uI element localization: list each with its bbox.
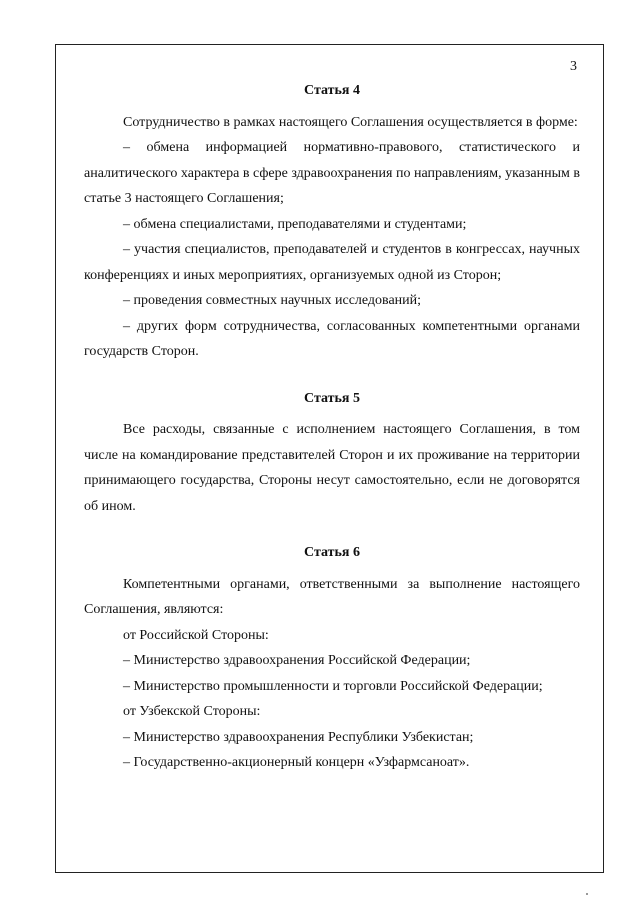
article-4-item-congress-participation: – участия специалистов, преподавателей и студентов в конгрессах, научных конференциях и иных мероприятиях, организуемых одной из Сторон; bbox=[84, 242, 580, 283]
article-6-intro: Компетентными органами, ответственными за выполнение настоящего Соглашения, являются: bbox=[84, 576, 580, 617]
article-4-item-information-exchange: – обмена информацией нормативно-правового, статистического и аналитического характера в сфере здравоохранения по направлениям, указанным в статье 3 настоящего Соглашения; bbox=[84, 140, 580, 206]
article-6-heading: Статья 6 bbox=[304, 545, 360, 560]
article-6-russian-industry-ministry: – Министерство промышленности и торговли Российской Федерации; bbox=[123, 678, 543, 694]
article-6-uzbek-side-label: от Узбекской Стороны: bbox=[123, 704, 261, 719]
article-4-item-joint-research: – проведения совместных научных исследований; bbox=[123, 293, 422, 308]
article-4-item-other-forms: – других форм сотрудничества, согласованных компетентными органами государств Сторон. bbox=[84, 318, 580, 359]
article-6 bbox=[84, 540, 580, 776]
scan-speck bbox=[586, 893, 588, 895]
article-6-russian-side-label: от Российской Стороны: bbox=[123, 627, 269, 643]
document-body bbox=[84, 78, 580, 776]
article-4-intro: Сотрудничество в рамках настоящего Соглашения осуществляется в форме: bbox=[123, 114, 578, 130]
article-5-heading: Статья 5 bbox=[304, 390, 360, 406]
article-4-heading: Статья 4 bbox=[304, 83, 360, 98]
article-6-uzbek-health-ministry: – Министерство здравоохранения Республики Узбекистан; bbox=[123, 729, 474, 745]
article-4 bbox=[84, 78, 580, 365]
article-5-expenses-paragraph: Все расходы, связанные с исполнением настоящего Соглашения, в том числе на командирование представителей Сторон и их проживание на территории принимающего государства, Стороны несут самостоятельно, если не договорятся об ином. bbox=[84, 422, 580, 514]
article-6-russian-health-ministry: – Министерство здравоохранения Российской Федерации; bbox=[123, 653, 471, 668]
article-6-uzfarmsanoat-concern: – Государственно-акционерный концерн «Узфармсаноат». bbox=[123, 755, 470, 770]
article-5 bbox=[84, 386, 580, 520]
article-4-item-specialist-exchange: – обмена специалистами, преподавателями и студентами; bbox=[123, 216, 467, 232]
page-number: 3 bbox=[570, 59, 577, 74]
